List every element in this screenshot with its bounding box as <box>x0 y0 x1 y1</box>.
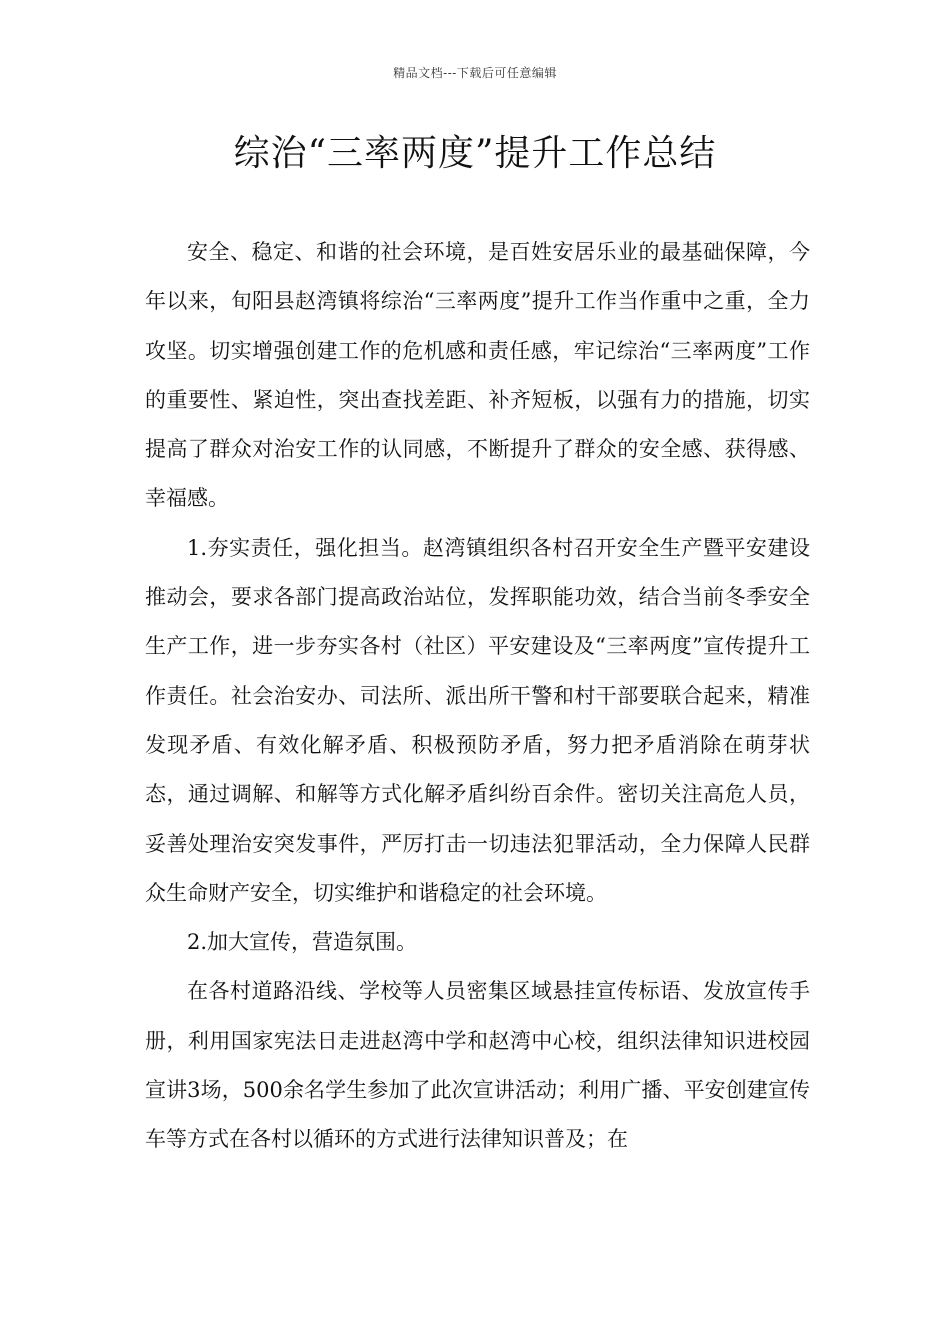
paragraph-section-1: 1.夯实责任，强化担当。赵湾镇组织各村召开安全生产暨平安建设推动会，要求各部门提高政治站位，发挥职能功效，结合当前冬季安全生产工作，进一步夯实各村（社区）平安建设及“三率两度”宣传提升工作责任。社会治安办、司法所、派出所干警和村干部要联合起来，精准发现矛盾、有效化解矛盾、积极预防矛盾，努力把矛盾消除在萌芽状态，通过调解、和解等方式化解矛盾纠纷百余件。密切关注高危人员，妥善处理治安突发事件，严厉打击一切违法犯罪活动，全力保障人民群众生命财产安全，切实维护和谐稳定的社会环境。 <box>145 535 810 905</box>
paragraph-intro: 安全、稳定、和谐的社会环境，是百姓安居乐业的最基础保障，今年以来，旬阳县赵湾镇将综治“三率两度”提升工作当作重中之重，全力攻坚。切实增强创建工作的危机感和责任感，牢记综治“三率两度”工作的重要性、紧迫性，突出查找差距、补齐短板，以强有力的措施，切实提高了群众对治安工作的认同感，不断提升了群众的安全感、获得感、幸福感。 <box>145 240 810 511</box>
document-title: 综治“三率两度”提升工作总结 <box>233 133 717 174</box>
document-body <box>145 228 810 1165</box>
paragraph-section-2-body: 在各村道路沿线、学校等人员密集区域悬挂宣传标语、发放宣传手册，利用国家宪法日走进赵湾中学和赵湾中心校，组织法律知识进校园宣讲3场，500余名学生参加了此次宣讲活动；利用广播、平安创建宣传车等方式在各村以循环的方式进行法律知识普及；在 <box>145 979 810 1152</box>
header-note: 精品文档---下载后可任意编辑 <box>393 66 557 80</box>
paragraph-section-2-heading: 2.加大宣传，营造氛围。 <box>187 930 418 955</box>
